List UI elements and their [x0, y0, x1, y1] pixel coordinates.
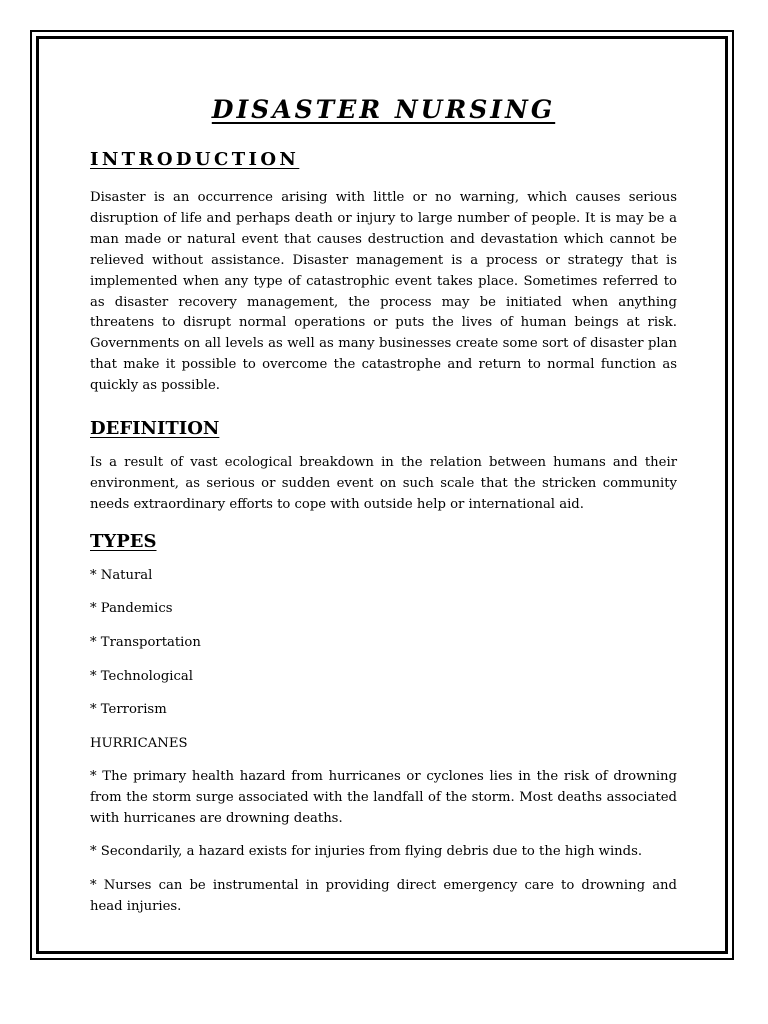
hurricanes-point: * Secondarily, a hazard exists for injuries from flying debris due to the high winds. [90, 844, 643, 860]
types-list-item: * Transportation [90, 634, 201, 650]
types-list-item: * Terrorism [90, 702, 167, 718]
introduction-heading: INTRODUCTION [90, 149, 300, 170]
definition-paragraph: Is a result of vast ecological breakdown in the relation between humans and their environment, as serious or sudden event on such scale that the stricken community needs extraordinary efforts to cope with outside help or international aid. [90, 455, 677, 512]
types-heading: TYPES [90, 530, 157, 552]
introduction-paragraph: Disaster is an occurrence arising with little or no warning, which causes serious disruption of life and perhaps death or injury to large number of people. It is may be a man made or natural event that causes destruction and devastation which cannot be relieved without assistance. Disaster management is a process or strategy that is implemented when any type of catastrophic event takes place. Sometimes referred to as disaster recovery management, the process may be initiated when anything threatens to disrupt normal operations or puts the lives of human beings at risk. Governments on all levels as well as many businesses create some sort of disaster plan that make it possible to overcome the catastrophe and return to normal function as quickly as possible. [90, 190, 677, 394]
types-list-item: * Pandemics [90, 601, 173, 617]
types-list-item: * Technological [90, 668, 193, 684]
types-list [90, 566, 677, 720]
hurricanes-point: * The primary health hazard from hurricanes or cyclones lies in the risk of drowning from the storm surge associated with the landfall of the storm. Most deaths associated with hurricanes are drowning deaths. [90, 768, 677, 826]
types-list-item: * Natural [90, 567, 153, 583]
hurricanes-label: HURRICANES [90, 735, 188, 751]
definition-heading: DEFINITION [90, 418, 220, 440]
hurricanes-point: * Nurses can be instrumental in providing direct emergency care to drowning and head injuries. [90, 878, 677, 915]
document-title: DISASTER NURSING [211, 95, 556, 124]
document-page [90, 92, 677, 931]
